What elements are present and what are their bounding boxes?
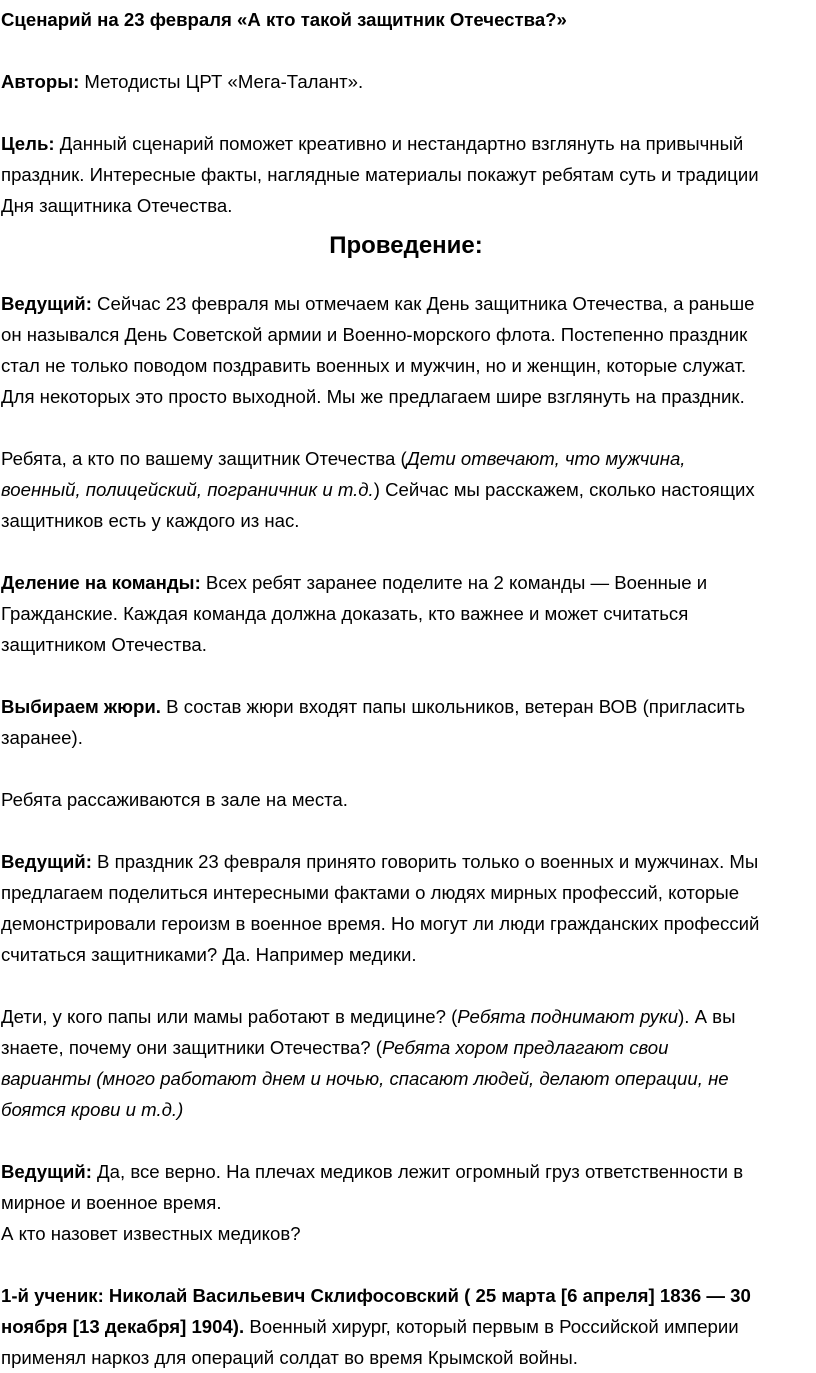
kids-italic: Ребята поднимают руки bbox=[457, 1006, 679, 1027]
goal-line: Данный сценарий поможет креативно и нестандартно взглянуть на привычный bbox=[54, 133, 744, 154]
host-line: стал не только поводом поздравить военных и мужчин, но и женщин, которые служат. bbox=[1, 355, 747, 376]
authors-paragraph bbox=[0, 66, 812, 97]
jury-line: В состав жюри входят папы школьников, ветеран ВОВ (пригласить bbox=[160, 696, 746, 717]
student-paragraph-1 bbox=[0, 1280, 812, 1373]
teams-line: Гражданские. Каждая команда должна доказать, кто важнее и может считаться bbox=[1, 603, 689, 624]
kids-italic: Дети отвечают, что мужчина, bbox=[406, 448, 686, 469]
goal-line: праздник. Интересные факты, наглядные материалы покажут ребятам суть и традиции bbox=[1, 164, 759, 185]
teams-paragraph bbox=[0, 567, 812, 660]
goal-line: Дня защитника Отечества. bbox=[1, 195, 233, 216]
kids-italic: Ребята хором предлагают свои bbox=[381, 1037, 669, 1058]
host-label: Ведущий: bbox=[1, 293, 92, 314]
kids-italic: варианты (много работают днем и ночью, спасают людей, делают операции, не bbox=[1, 1068, 729, 1089]
jury-line: заранее). bbox=[1, 727, 83, 748]
host-label: Ведущий: bbox=[1, 851, 92, 872]
teams-line: защитником Отечества. bbox=[1, 634, 207, 655]
goal-paragraph bbox=[0, 128, 812, 221]
kids-text: защитников есть у каждого из нас. bbox=[1, 510, 300, 531]
student-text: применял наркоз для операций солдат во время Крымской войны. bbox=[1, 1347, 578, 1368]
host-paragraph-1 bbox=[0, 288, 812, 412]
host-line: Для некоторых это просто выходной. Мы же предлагаем шире взглянуть на праздник. bbox=[1, 386, 745, 407]
host-line: считаться защитниками? Да. Например медики. bbox=[1, 944, 417, 965]
kids-italic: боятся крови и т.д.) bbox=[1, 1099, 184, 1120]
section-heading: Проведение: bbox=[329, 232, 483, 259]
student-text: Военный хирург, который первым в Российской империи bbox=[244, 1316, 739, 1337]
kids-paragraph-2 bbox=[0, 1001, 812, 1125]
host-paragraph-3 bbox=[0, 1156, 812, 1249]
kids-text: знаете, почему они защитники Отечества? ( bbox=[1, 1037, 382, 1058]
host-line: В праздник 23 февраля принято говорить только о военных и мужчинах. Мы bbox=[91, 851, 759, 872]
teams-line: Всех ребят заранее поделите на 2 команды — Военные и bbox=[200, 572, 708, 593]
host-line: предлагаем поделиться интересными фактами о людях мирных профессий, которые bbox=[1, 882, 740, 903]
kids-text: Дети, у кого папы или мамы работают в медицине? ( bbox=[1, 1006, 458, 1027]
document-title: Сценарий на 23 февраля «А кто такой защитник Отечества?» bbox=[1, 9, 567, 30]
host-line: Да, все верно. На плечах медиков лежит огромный груз ответственности в bbox=[91, 1161, 744, 1182]
jury-paragraph bbox=[0, 691, 812, 753]
authors-label: Авторы: bbox=[1, 71, 80, 92]
authors-text: Методисты ЦРТ «Мега-Талант». bbox=[79, 71, 364, 92]
kids-text: Ребята, а кто по вашему защитник Отечества ( bbox=[1, 448, 407, 469]
host-label: Ведущий: bbox=[1, 1161, 92, 1182]
kids-paragraph-1 bbox=[0, 443, 812, 536]
jury-label: Выбираем жюри. bbox=[1, 696, 161, 717]
host-line: А кто назовет известных медиков? bbox=[1, 1223, 301, 1244]
host-line: мирное и военное время. bbox=[1, 1192, 222, 1213]
student-heading: 1-й ученик: Николай Васильевич Склифосовский ( 25 марта [6 апреля] 1836 — 30 bbox=[1, 1285, 751, 1306]
seats-paragraph: Ребята рассаживаются в зале на места. bbox=[1, 789, 348, 810]
host-line: Сейчас 23 февраля мы отмечаем как День защитника Отечества, а раньше bbox=[91, 293, 755, 314]
host-paragraph-2 bbox=[0, 846, 812, 970]
kids-text: ). А вы bbox=[678, 1006, 736, 1027]
kids-text: ) Сейчас мы расскажем, сколько настоящих bbox=[373, 479, 755, 500]
host-line: демонстрировали героизм в военное время. Но могут ли люди гражданских профессий bbox=[1, 913, 760, 934]
teams-label: Деление на команды: bbox=[1, 572, 201, 593]
kids-italic: военный, полицейский, пограничник и т.д. bbox=[1, 479, 374, 500]
student-dates: ноября [13 декабря] 1904). bbox=[1, 1316, 245, 1337]
goal-label: Цель: bbox=[1, 133, 55, 154]
host-line: он назывался День Советской армии и Военно-морского флота. Постепенно праздник bbox=[1, 324, 748, 345]
